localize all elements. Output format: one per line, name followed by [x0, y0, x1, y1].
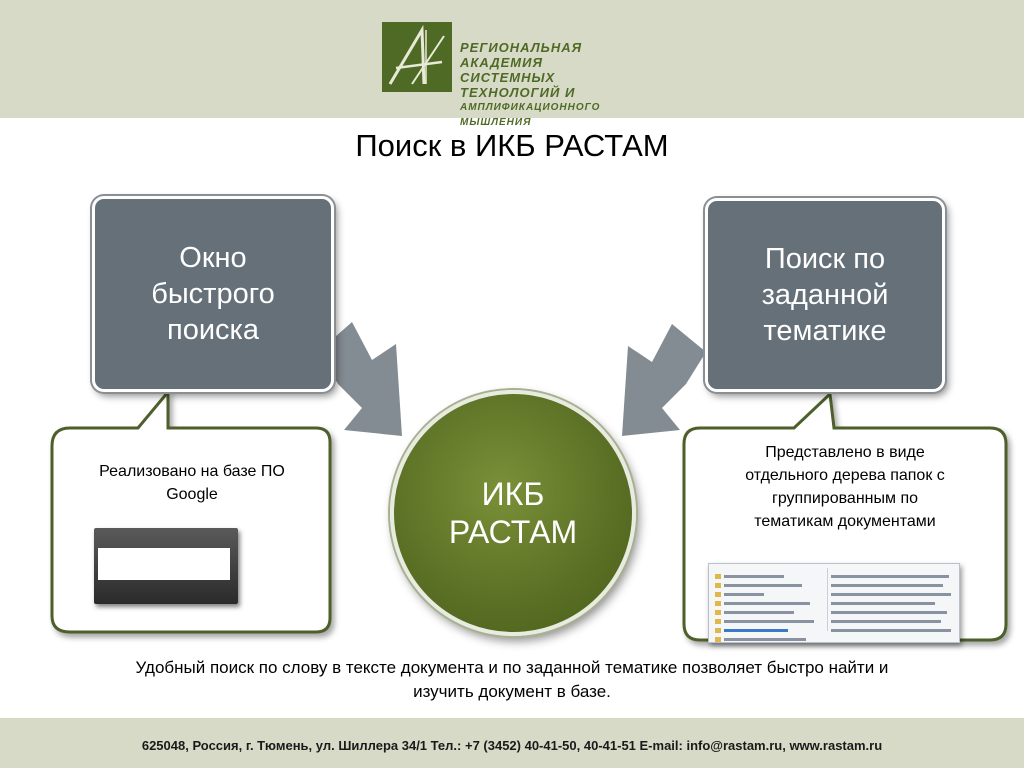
document-row [831, 568, 959, 577]
summary-line-1: Удобный поиск по слову в тексте документа и по заданной тематике позволяет быстро найти и [135, 658, 889, 677]
summary-line-2: изучить документ в базе. [413, 682, 611, 701]
tree-row [715, 577, 825, 586]
tree-row [715, 613, 825, 622]
left-callout-line-2: Google [166, 486, 218, 503]
right-callout-line-1: Представлено в виде [765, 444, 925, 461]
tree-row [715, 586, 825, 595]
folder-tree-column [715, 568, 825, 640]
topic-search-line-3: тематике [763, 315, 887, 347]
ikb-rastam-circle [390, 390, 636, 636]
right-callout-line-3: группированным по [771, 490, 918, 507]
tree-row [715, 622, 825, 631]
tree-row [715, 604, 825, 613]
quick-search-box [92, 196, 334, 392]
tree-row [715, 631, 825, 640]
left-callout-text [58, 460, 326, 506]
google-widget-field [98, 548, 230, 580]
left-callout-line-1: Реализовано на базе ПО [99, 463, 285, 480]
document-row [831, 604, 959, 613]
quick-search-line-1: Окно [179, 242, 247, 274]
document-row [831, 586, 959, 595]
tree-row [715, 595, 825, 604]
document-list-column [827, 568, 959, 631]
tree-row [715, 568, 825, 577]
document-row [831, 577, 959, 586]
right-callout-line-2: отдельного дерева папок с [745, 467, 945, 484]
quick-search-line-3: поиска [167, 314, 259, 346]
document-row [831, 613, 959, 622]
right-arrow-icon [622, 324, 706, 436]
circle-line-1: ИКБ [481, 476, 545, 512]
folder-icon [715, 637, 721, 642]
logo-line-2: СИСТЕМНЫХ ТЕХНОЛОГИЙ И [460, 70, 576, 100]
topic-search-line-2: заданной [761, 279, 889, 311]
document-row [831, 622, 959, 631]
quick-search-line-2: быстрого [151, 278, 275, 310]
logo-line-1: РЕГИОНАЛЬНАЯ АКАДЕМИЯ [460, 40, 583, 70]
slide-title: Поиск в ИКБ РАСТАМ [355, 128, 669, 163]
topic-search-line-1: Поиск по [764, 243, 886, 275]
google-search-screenshot [94, 528, 238, 604]
right-callout-text [690, 441, 1000, 533]
topic-search-box [705, 198, 945, 392]
summary-text [40, 656, 984, 704]
document-row [831, 595, 959, 604]
logo-line-3: АМПЛИФИКАЦИОННОГО МЫШЛЕНИЯ [460, 102, 601, 128]
folder-tree-screenshot [708, 563, 960, 643]
circle-line-2: РАСТАМ [448, 514, 578, 550]
google-widget-bar [98, 532, 234, 544]
right-callout-line-4: тематикам документами [754, 513, 936, 530]
footer-contacts: 625048, Россия, г. Тюмень, ул. Шиллера 34/1 Тел.: +7 (3452) 40-41-50, 40-41-51 E-mail: info@rastam.ru, www.rastam.ru [141, 738, 883, 753]
